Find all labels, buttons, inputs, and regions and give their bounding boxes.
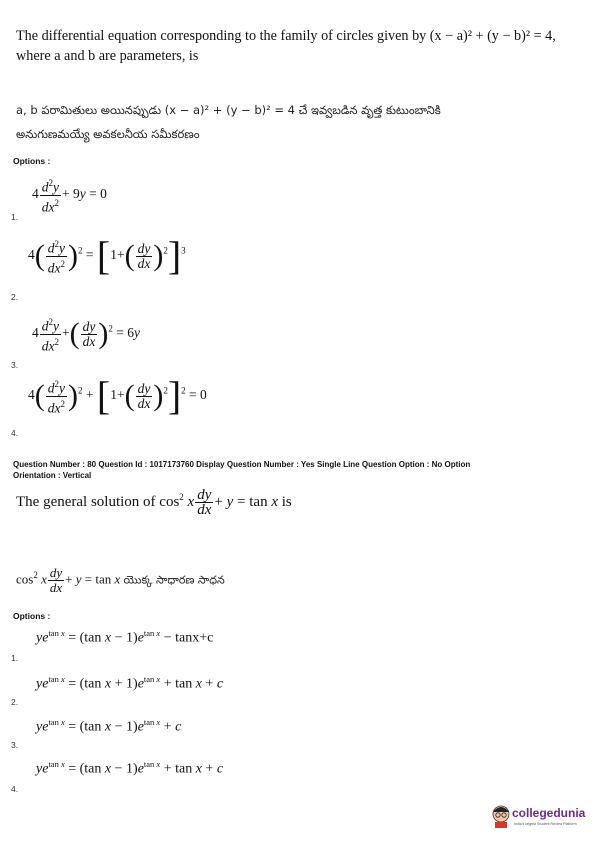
- options-label-80: Options :: [13, 611, 51, 621]
- option-80-4[interactable]: $ye^{tan x} = (\tan$ $x - 1)e^{tan x} + \tan x + c$: [36, 759, 224, 777]
- option-80-3[interactable]: $ye^{tan x} = (\tan$ $x - 1)e^{tan x} + c$: [36, 717, 182, 735]
- question-79-text: [16, 26, 582, 66]
- option-number: 2.: [11, 292, 19, 302]
- option-number: 3.: [11, 740, 19, 750]
- option-79-3[interactable]: 4 $\frac{d^2y}{dx^2}$ +( $\frac{dy}{dx}$ )$^2$ = 6y: [32, 317, 140, 353]
- meta-line1: Question Number : 80 Question Id : 1017173760 Display Question Number : Yes Single Line Question Option : No Option: [13, 460, 471, 469]
- question-79-telugu-line2: అనుగుణమయ్యే అవకలనీయ సమీకరణం: [16, 127, 200, 141]
- option-number: 4.: [11, 428, 19, 438]
- mascot-icon: [490, 802, 512, 828]
- question-80-telugu-suffix: యొక్క సాధారణ సాధన: [123, 573, 225, 587]
- question-80-suffix: is: [281, 493, 292, 510]
- option-number: 4.: [11, 784, 19, 794]
- option-number: 2.: [11, 697, 19, 707]
- collegedunia-logo: [490, 800, 586, 834]
- logo-tagline: India's largest Student Review Platform: [514, 822, 577, 826]
- question-80-telugu: $\cos^2 x$ $\frac{dy}{dx}$ + y = tan x యొక్క సాధారణ సాధన: [16, 565, 225, 595]
- question-79-telugu-line1: a, b పరామితులు అయినప్పుడు (x − a)² + (y − b)² = 4 చే ఇవ్వబడిన వృత్త కుటుంబానికి: [16, 103, 441, 117]
- option-80-2[interactable]: $ye^{tan x} = (\tan$ $x + 1)e^{tan x} + \tan x + c$: [36, 674, 224, 692]
- option-number: 1.: [11, 653, 19, 663]
- question-79-line1: The differential equation corresponding to the family of circles given by (x − a)² + (y − b)² = 4,: [16, 28, 556, 44]
- option-79-1[interactable]: 4 $\frac{d^2y}{dx^2}$ + 9y = 0: [32, 178, 107, 214]
- logo-name: collegedunia: [512, 806, 586, 820]
- option-number: 1.: [11, 212, 19, 222]
- meta-line2: Orientation : Vertical: [13, 470, 92, 480]
- option-80-1[interactable]: $ye^{tan x} = (\tan$ $x - 1)e^{tan x} - \tan x+c$: [36, 628, 214, 646]
- question-80-prefix: The general solution of: [16, 493, 156, 510]
- option-number: 3.: [11, 360, 19, 370]
- question-79-telugu: [16, 98, 582, 146]
- question-80-text: The general solution of $\cos^2 x$ $\frac{dy}{dx}$ + y = tan x is: [16, 487, 292, 518]
- option-79-2[interactable]: 4( $\frac{d^2y}{dx^2}$ )$^2$ = [1+( $\frac{dy}{dx}$ )$^2$]$^3$: [28, 233, 186, 278]
- question-79-line2: where a and b are parameters, is: [16, 48, 199, 64]
- option-79-4[interactable]: 4( $\frac{d^2y}{dx^2}$ )$^2$ + [1+( $\frac{dy}{dx}$ )$^2$]$^2$ = 0: [28, 373, 207, 418]
- question-80-meta: [13, 460, 583, 481]
- options-label-79: Options :: [13, 156, 51, 166]
